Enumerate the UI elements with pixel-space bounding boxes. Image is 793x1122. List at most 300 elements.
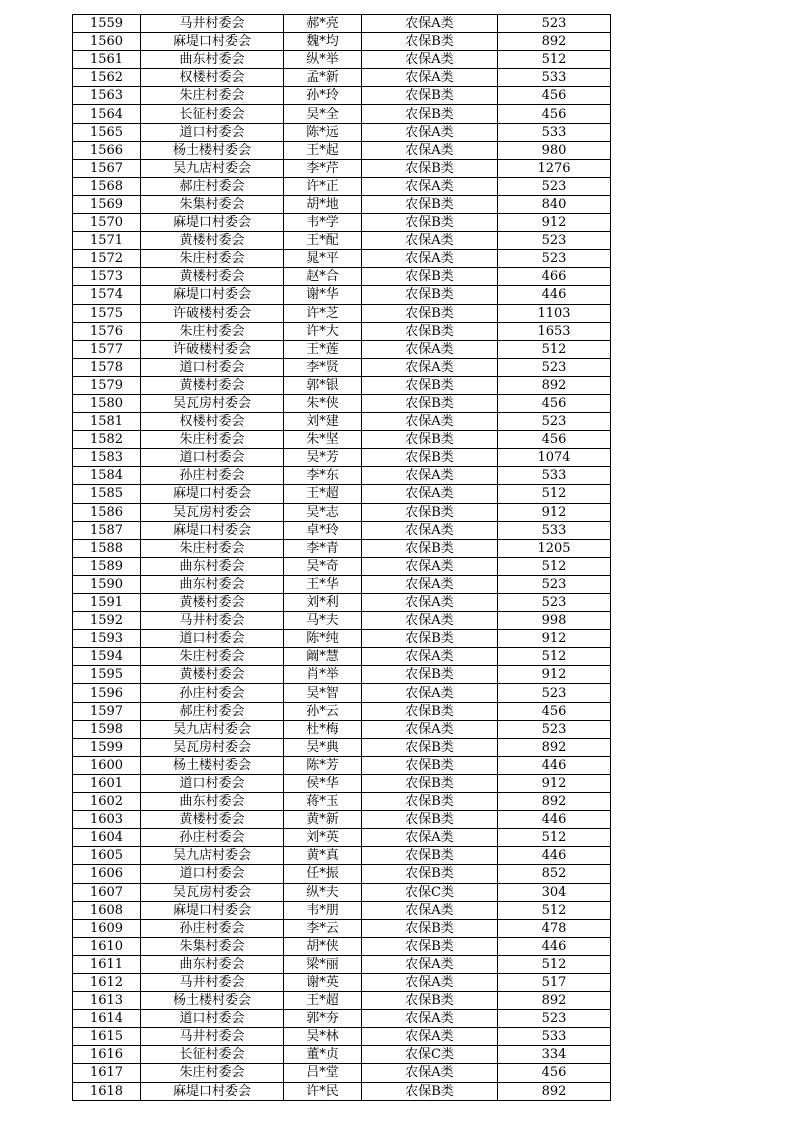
table-row — [73, 413, 611, 431]
table-row — [73, 159, 611, 177]
insurance-category-cell: 农保B类 — [362, 322, 498, 340]
person-name-cell: 韦*学 — [284, 214, 362, 232]
person-name-cell: 吴*芳 — [284, 449, 362, 467]
village-committee-cell: 杨土楼村委会 — [141, 756, 284, 774]
village-committee-cell: 曲东村委会 — [141, 557, 284, 575]
table-row — [73, 756, 611, 774]
table-row — [73, 738, 611, 756]
village-committee-cell: 郝庄村委会 — [141, 702, 284, 720]
insurance-category-cell: 农保B类 — [362, 847, 498, 865]
person-name-cell: 纵*夫 — [284, 883, 362, 901]
amount-cell: 523 — [498, 575, 611, 593]
person-name-cell: 任*振 — [284, 865, 362, 883]
row-number-cell: 1559 — [73, 15, 141, 33]
table-row — [73, 467, 611, 485]
table-row — [73, 919, 611, 937]
amount-cell: 523 — [498, 1010, 611, 1028]
village-committee-cell: 道口村委会 — [141, 865, 284, 883]
amount-cell: 523 — [498, 250, 611, 268]
insurance-category-cell: 农保B类 — [362, 811, 498, 829]
amount-cell: 533 — [498, 1028, 611, 1046]
amount-cell: 523 — [498, 358, 611, 376]
table-row — [73, 1028, 611, 1046]
person-name-cell: 吴*林 — [284, 1028, 362, 1046]
row-number-cell: 1584 — [73, 467, 141, 485]
table-row — [73, 847, 611, 865]
row-number-cell: 1589 — [73, 557, 141, 575]
insurance-category-cell: 农保B类 — [362, 666, 498, 684]
table-row — [73, 195, 611, 213]
row-number-cell: 1563 — [73, 87, 141, 105]
village-committee-cell: 曲东村委会 — [141, 955, 284, 973]
amount-cell: 446 — [498, 847, 611, 865]
row-number-cell: 1616 — [73, 1046, 141, 1064]
insurance-category-cell: 农保A类 — [362, 340, 498, 358]
amount-cell: 523 — [498, 594, 611, 612]
amount-cell: 892 — [498, 793, 611, 811]
table-row — [73, 87, 611, 105]
insurance-category-cell: 农保B类 — [362, 286, 498, 304]
table-row — [73, 557, 611, 575]
village-committee-cell: 曲东村委会 — [141, 51, 284, 69]
person-name-cell: 马*夫 — [284, 612, 362, 630]
village-committee-cell: 吴瓦房村委会 — [141, 503, 284, 521]
person-name-cell: 许*民 — [284, 1082, 362, 1100]
amount-cell: 523 — [498, 232, 611, 250]
insurance-category-cell: 农保C类 — [362, 883, 498, 901]
insurance-category-cell: 农保B类 — [362, 87, 498, 105]
amount-cell: 456 — [498, 394, 611, 412]
insurance-category-cell: 农保B类 — [362, 503, 498, 521]
insurance-category-cell: 农保A类 — [362, 973, 498, 991]
insurance-category-cell: 农保B类 — [362, 159, 498, 177]
amount-cell: 533 — [498, 467, 611, 485]
insurance-category-cell: 农保A类 — [362, 358, 498, 376]
row-number-cell: 1566 — [73, 141, 141, 159]
insurance-category-cell: 农保A类 — [362, 521, 498, 539]
row-number-cell: 1612 — [73, 973, 141, 991]
person-name-cell: 魏*均 — [284, 33, 362, 51]
village-committee-cell: 黄楼村委会 — [141, 666, 284, 684]
insurance-category-cell: 农保B类 — [362, 919, 498, 937]
table-row — [73, 177, 611, 195]
village-committee-cell: 吴九店村委会 — [141, 159, 284, 177]
records-table-body — [73, 15, 611, 1101]
amount-cell: 912 — [498, 666, 611, 684]
village-committee-cell: 杨土楼村委会 — [141, 992, 284, 1010]
village-committee-cell: 麻堤口村委会 — [141, 521, 284, 539]
row-number-cell: 1618 — [73, 1082, 141, 1100]
village-committee-cell: 朱庄村委会 — [141, 87, 284, 105]
amount-cell: 852 — [498, 865, 611, 883]
amount-cell: 446 — [498, 756, 611, 774]
person-name-cell: 赵*合 — [284, 268, 362, 286]
insurance-category-cell: 农保B类 — [362, 105, 498, 123]
row-number-cell: 1607 — [73, 883, 141, 901]
table-row — [73, 15, 611, 33]
amount-cell: 446 — [498, 811, 611, 829]
insurance-category-cell: 农保B类 — [362, 992, 498, 1010]
insurance-category-cell: 农保B类 — [362, 756, 498, 774]
village-committee-cell: 麻堤口村委会 — [141, 33, 284, 51]
amount-cell: 533 — [498, 123, 611, 141]
person-name-cell: 王*华 — [284, 575, 362, 593]
row-number-cell: 1593 — [73, 630, 141, 648]
table-row — [73, 992, 611, 1010]
insurance-category-cell: 农保A类 — [362, 141, 498, 159]
village-committee-cell: 道口村委会 — [141, 774, 284, 792]
village-committee-cell: 朱庄村委会 — [141, 648, 284, 666]
amount-cell: 523 — [498, 684, 611, 702]
person-name-cell: 孟*新 — [284, 69, 362, 87]
amount-cell: 523 — [498, 413, 611, 431]
table-row — [73, 865, 611, 883]
amount-cell: 523 — [498, 15, 611, 33]
row-number-cell: 1567 — [73, 159, 141, 177]
row-number-cell: 1581 — [73, 413, 141, 431]
village-committee-cell: 吴瓦房村委会 — [141, 883, 284, 901]
row-number-cell: 1596 — [73, 684, 141, 702]
amount-cell: 980 — [498, 141, 611, 159]
table-row — [73, 69, 611, 87]
insurance-category-cell: 农保B类 — [362, 394, 498, 412]
village-committee-cell: 麻堤口村委会 — [141, 485, 284, 503]
row-number-cell: 1569 — [73, 195, 141, 213]
amount-cell: 523 — [498, 177, 611, 195]
insurance-category-cell: 农保B类 — [362, 304, 498, 322]
insurance-category-cell: 农保A类 — [362, 485, 498, 503]
village-committee-cell: 朱庄村委会 — [141, 431, 284, 449]
row-number-cell: 1582 — [73, 431, 141, 449]
table-row — [73, 232, 611, 250]
insurance-category-cell: 农保A类 — [362, 575, 498, 593]
amount-cell: 446 — [498, 286, 611, 304]
table-row — [73, 811, 611, 829]
insurance-category-cell: 农保C类 — [362, 1046, 498, 1064]
village-committee-cell: 权楼村委会 — [141, 413, 284, 431]
table-row — [73, 322, 611, 340]
insurance-category-cell: 农保A类 — [362, 1010, 498, 1028]
insurance-category-cell: 农保A类 — [362, 177, 498, 195]
insurance-category-cell: 农保A类 — [362, 1064, 498, 1082]
row-number-cell: 1576 — [73, 322, 141, 340]
person-name-cell: 朱*坚 — [284, 431, 362, 449]
village-committee-cell: 马井村委会 — [141, 612, 284, 630]
row-number-cell: 1605 — [73, 847, 141, 865]
village-committee-cell: 长征村委会 — [141, 105, 284, 123]
row-number-cell: 1597 — [73, 702, 141, 720]
person-name-cell: 陈*纯 — [284, 630, 362, 648]
row-number-cell: 1598 — [73, 720, 141, 738]
row-number-cell: 1595 — [73, 666, 141, 684]
row-number-cell: 1580 — [73, 394, 141, 412]
village-committee-cell: 黄楼村委会 — [141, 811, 284, 829]
amount-cell: 517 — [498, 973, 611, 991]
person-name-cell: 李*云 — [284, 919, 362, 937]
table-row — [73, 1064, 611, 1082]
row-number-cell: 1590 — [73, 575, 141, 593]
village-committee-cell: 郝庄村委会 — [141, 177, 284, 195]
person-name-cell: 刘*英 — [284, 829, 362, 847]
village-committee-cell: 孙庄村委会 — [141, 467, 284, 485]
person-name-cell: 胡*地 — [284, 195, 362, 213]
amount-cell: 912 — [498, 774, 611, 792]
person-name-cell: 杜*梅 — [284, 720, 362, 738]
row-number-cell: 1615 — [73, 1028, 141, 1046]
insurance-category-cell: 农保B类 — [362, 738, 498, 756]
row-number-cell: 1592 — [73, 612, 141, 630]
village-committee-cell: 吴瓦房村委会 — [141, 394, 284, 412]
person-name-cell: 许*正 — [284, 177, 362, 195]
amount-cell: 512 — [498, 829, 611, 847]
village-committee-cell: 权楼村委会 — [141, 69, 284, 87]
person-name-cell: 蒋*玉 — [284, 793, 362, 811]
village-committee-cell: 朱集村委会 — [141, 937, 284, 955]
village-committee-cell: 孙庄村委会 — [141, 919, 284, 937]
insurance-category-cell: 农保A类 — [362, 69, 498, 87]
row-number-cell: 1587 — [73, 521, 141, 539]
insurance-category-cell: 农保B类 — [362, 793, 498, 811]
row-number-cell: 1564 — [73, 105, 141, 123]
person-name-cell: 王*超 — [284, 485, 362, 503]
person-name-cell: 晁*平 — [284, 250, 362, 268]
village-committee-cell: 道口村委会 — [141, 358, 284, 376]
row-number-cell: 1602 — [73, 793, 141, 811]
table-row — [73, 955, 611, 973]
insurance-category-cell: 农保B类 — [362, 195, 498, 213]
table-row — [73, 648, 611, 666]
insurance-category-cell: 农保A类 — [362, 684, 498, 702]
person-name-cell: 吕*堂 — [284, 1064, 362, 1082]
table-row — [73, 33, 611, 51]
village-committee-cell: 朱庄村委会 — [141, 539, 284, 557]
village-committee-cell: 许破楼村委会 — [141, 340, 284, 358]
table-row — [73, 449, 611, 467]
table-row — [73, 1082, 611, 1100]
amount-cell: 512 — [498, 340, 611, 358]
person-name-cell: 黄*新 — [284, 811, 362, 829]
table-row — [73, 105, 611, 123]
person-name-cell: 王*起 — [284, 141, 362, 159]
amount-cell: 892 — [498, 738, 611, 756]
row-number-cell: 1568 — [73, 177, 141, 195]
row-number-cell: 1604 — [73, 829, 141, 847]
amount-cell: 446 — [498, 937, 611, 955]
person-name-cell: 阚*慧 — [284, 648, 362, 666]
amount-cell: 892 — [498, 33, 611, 51]
insurance-category-cell: 农保A类 — [362, 51, 498, 69]
insurance-category-cell: 农保B类 — [362, 937, 498, 955]
person-name-cell: 纵*举 — [284, 51, 362, 69]
amount-cell: 466 — [498, 268, 611, 286]
person-name-cell: 刘*利 — [284, 594, 362, 612]
village-committee-cell: 马井村委会 — [141, 15, 284, 33]
row-number-cell: 1571 — [73, 232, 141, 250]
insurance-category-cell: 农保B类 — [362, 774, 498, 792]
person-name-cell: 王*莲 — [284, 340, 362, 358]
row-number-cell: 1591 — [73, 594, 141, 612]
amount-cell: 998 — [498, 612, 611, 630]
village-committee-cell: 道口村委会 — [141, 449, 284, 467]
row-number-cell: 1583 — [73, 449, 141, 467]
insurance-category-cell: 农保A类 — [362, 557, 498, 575]
amount-cell: 1653 — [498, 322, 611, 340]
amount-cell: 456 — [498, 87, 611, 105]
insurance-category-cell: 农保A类 — [362, 1028, 498, 1046]
row-number-cell: 1599 — [73, 738, 141, 756]
person-name-cell: 韦*朋 — [284, 901, 362, 919]
person-name-cell: 朱*侠 — [284, 394, 362, 412]
insurance-category-cell: 农保A类 — [362, 648, 498, 666]
row-number-cell: 1600 — [73, 756, 141, 774]
insurance-category-cell: 农保B类 — [362, 214, 498, 232]
insurance-category-cell: 农保B类 — [362, 268, 498, 286]
insurance-category-cell: 农保B类 — [362, 1082, 498, 1100]
village-committee-cell: 朱庄村委会 — [141, 322, 284, 340]
person-name-cell: 吴*奇 — [284, 557, 362, 575]
row-number-cell: 1585 — [73, 485, 141, 503]
insurance-category-cell: 农保A类 — [362, 594, 498, 612]
table-row — [73, 394, 611, 412]
person-name-cell: 王*超 — [284, 992, 362, 1010]
row-number-cell: 1570 — [73, 214, 141, 232]
village-committee-cell: 麻堤口村委会 — [141, 1082, 284, 1100]
amount-cell: 1276 — [498, 159, 611, 177]
row-number-cell: 1577 — [73, 340, 141, 358]
amount-cell: 456 — [498, 105, 611, 123]
table-row — [73, 376, 611, 394]
table-row — [73, 521, 611, 539]
table-row — [73, 883, 611, 901]
table-row — [73, 485, 611, 503]
table-row — [73, 503, 611, 521]
table-row — [73, 431, 611, 449]
insurance-category-cell: 农保B类 — [362, 865, 498, 883]
amount-cell: 912 — [498, 630, 611, 648]
table-row — [73, 250, 611, 268]
table-row — [73, 666, 611, 684]
insurance-category-cell: 农保A类 — [362, 232, 498, 250]
amount-cell: 512 — [498, 901, 611, 919]
insurance-category-cell: 农保B类 — [362, 376, 498, 394]
amount-cell: 912 — [498, 503, 611, 521]
table-row — [73, 51, 611, 69]
table-row — [73, 793, 611, 811]
person-name-cell: 李*东 — [284, 467, 362, 485]
amount-cell: 512 — [498, 51, 611, 69]
person-name-cell: 吴*典 — [284, 738, 362, 756]
person-name-cell: 李*贤 — [284, 358, 362, 376]
amount-cell: 334 — [498, 1046, 611, 1064]
village-committee-cell: 杨土楼村委会 — [141, 141, 284, 159]
row-number-cell: 1613 — [73, 992, 141, 1010]
insurance-category-cell: 农保A类 — [362, 829, 498, 847]
amount-cell: 456 — [498, 431, 611, 449]
amount-cell: 478 — [498, 919, 611, 937]
person-name-cell: 李*青 — [284, 539, 362, 557]
village-committee-cell: 麻堤口村委会 — [141, 901, 284, 919]
person-name-cell: 卓*玲 — [284, 521, 362, 539]
person-name-cell: 吴*志 — [284, 503, 362, 521]
amount-cell: 912 — [498, 214, 611, 232]
insurance-category-cell: 农保A类 — [362, 250, 498, 268]
insurance-category-cell: 农保B类 — [362, 539, 498, 557]
row-number-cell: 1572 — [73, 250, 141, 268]
row-number-cell: 1578 — [73, 358, 141, 376]
person-name-cell: 许*大 — [284, 322, 362, 340]
insurance-category-cell: 农保A类 — [362, 955, 498, 973]
person-name-cell: 郝*亮 — [284, 15, 362, 33]
table-row — [73, 720, 611, 738]
village-committee-cell: 麻堤口村委会 — [141, 286, 284, 304]
row-number-cell: 1608 — [73, 901, 141, 919]
village-committee-cell: 吴瓦房村委会 — [141, 738, 284, 756]
person-name-cell: 谢*英 — [284, 973, 362, 991]
insurance-category-cell: 农保A类 — [362, 413, 498, 431]
village-committee-cell: 黄楼村委会 — [141, 594, 284, 612]
table-row — [73, 358, 611, 376]
amount-cell: 533 — [498, 521, 611, 539]
row-number-cell: 1594 — [73, 648, 141, 666]
row-number-cell: 1586 — [73, 503, 141, 521]
row-number-cell: 1588 — [73, 539, 141, 557]
row-number-cell: 1611 — [73, 955, 141, 973]
table-row — [73, 937, 611, 955]
village-committee-cell: 吴九店村委会 — [141, 720, 284, 738]
village-committee-cell: 曲东村委会 — [141, 575, 284, 593]
amount-cell: 840 — [498, 195, 611, 213]
village-committee-cell: 朱庄村委会 — [141, 1064, 284, 1082]
person-name-cell: 陈*远 — [284, 123, 362, 141]
insurance-category-cell: 农保A类 — [362, 467, 498, 485]
person-name-cell: 孙*玲 — [284, 87, 362, 105]
person-name-cell: 董*贞 — [284, 1046, 362, 1064]
row-number-cell: 1609 — [73, 919, 141, 937]
row-number-cell: 1610 — [73, 937, 141, 955]
insurance-category-cell: 农保A类 — [362, 123, 498, 141]
table-row — [73, 829, 611, 847]
insurance-category-cell: 农保B类 — [362, 431, 498, 449]
person-name-cell: 孙*云 — [284, 702, 362, 720]
amount-cell: 892 — [498, 992, 611, 1010]
person-name-cell: 郭*夯 — [284, 1010, 362, 1028]
person-name-cell: 许*芝 — [284, 304, 362, 322]
person-name-cell: 谢*华 — [284, 286, 362, 304]
village-committee-cell: 吴九店村委会 — [141, 847, 284, 865]
village-committee-cell: 朱集村委会 — [141, 195, 284, 213]
insurance-category-cell: 农保B类 — [362, 449, 498, 467]
insurance-category-cell: 农保B类 — [362, 702, 498, 720]
village-committee-cell: 黄楼村委会 — [141, 268, 284, 286]
village-committee-cell: 道口村委会 — [141, 123, 284, 141]
amount-cell: 892 — [498, 1082, 611, 1100]
table-row — [73, 973, 611, 991]
table-row — [73, 268, 611, 286]
person-name-cell: 吴*智 — [284, 684, 362, 702]
row-number-cell: 1603 — [73, 811, 141, 829]
row-number-cell: 1617 — [73, 1064, 141, 1082]
village-committee-cell: 孙庄村委会 — [141, 684, 284, 702]
village-committee-cell: 麻堤口村委会 — [141, 214, 284, 232]
insurance-category-cell: 农保A类 — [362, 15, 498, 33]
person-name-cell: 吴*全 — [284, 105, 362, 123]
table-row — [73, 702, 611, 720]
row-number-cell: 1574 — [73, 286, 141, 304]
table-row — [73, 774, 611, 792]
row-number-cell: 1565 — [73, 123, 141, 141]
table-row — [73, 630, 611, 648]
table-row — [73, 304, 611, 322]
